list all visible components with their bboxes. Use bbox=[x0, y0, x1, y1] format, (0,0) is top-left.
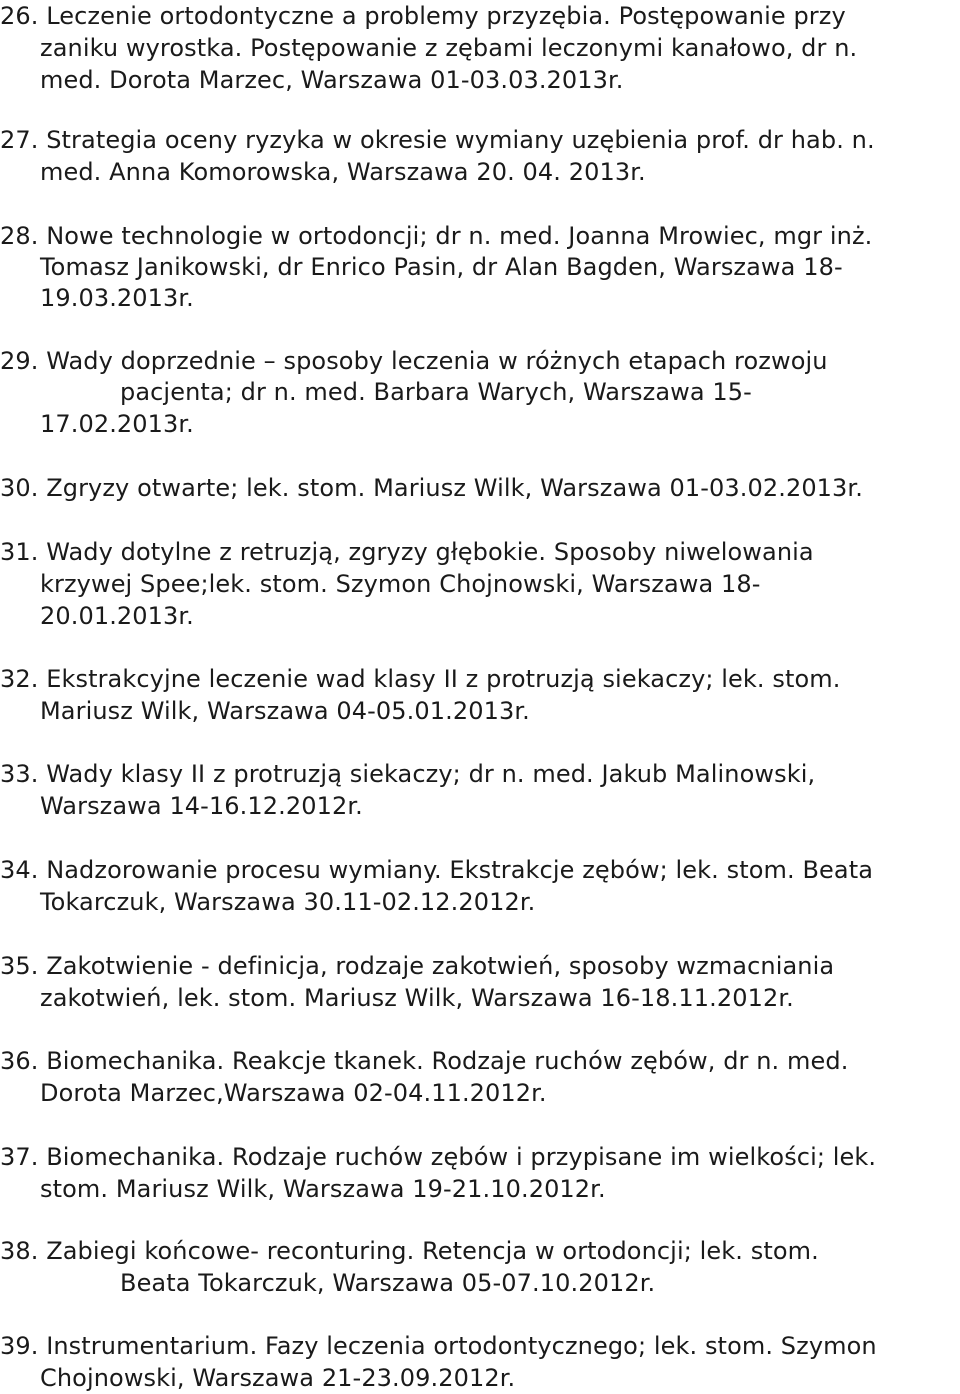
entry-37-line-1: 37. Biomechanika. Rodzaje ruchów zębów i przypisane im wielkości; lek. bbox=[0, 1143, 877, 1171]
entry-29-line-2: pacjenta; dr n. med. Barbara Warych, Warszawa 15- bbox=[120, 378, 752, 406]
entry-35-line-1: 35. Zakotwienie - definicja, rodzaje zakotwień, sposoby wzmacniania bbox=[0, 952, 835, 980]
entry-33-line-2: Warszawa 14-16.12.2012r. bbox=[40, 792, 363, 820]
entry-34-line-2: Tokarczuk, Warszawa 30.11-02.12.2012r. bbox=[40, 888, 536, 916]
entry-30-line-1: 30. Zgryzy otwarte; lek. stom. Mariusz Wilk, Warszawa 01-03.02.2013r. bbox=[0, 474, 863, 502]
entry-27-line-1: 27. Strategia oceny ryzyka w okresie wymiany uzębienia prof. dr hab. n. bbox=[0, 126, 875, 154]
entry-29-line-3: 17.02.2013r. bbox=[40, 410, 194, 438]
entry-34-line-1: 34. Nadzorowanie procesu wymiany. Ekstrakcje zębów; lek. stom. Beata bbox=[0, 856, 874, 884]
entry-28-line-2: Tomasz Janikowski, dr Enrico Pasin, dr Alan Bagden, Warszawa 18- bbox=[40, 253, 843, 281]
entry-33-line-1: 33. Wady klasy II z protruzją siekaczy; dr n. med. Jakub Malinowski, bbox=[0, 760, 816, 788]
entry-28-line-1: 28. Nowe technologie w ortodoncji; dr n. med. Joanna Mrowiec, mgr inż. bbox=[0, 222, 873, 250]
entry-37-line-2: stom. Mariusz Wilk, Warszawa 19-21.10.2012r. bbox=[40, 1175, 606, 1203]
entry-26-line-1: 26. Leczenie ortodontyczne a problemy przyzębia. Postępowanie przy bbox=[0, 2, 846, 30]
entry-36-line-2: Dorota Marzec,Warszawa 02-04.11.2012r. bbox=[40, 1079, 547, 1107]
entry-28-line-3: 19.03.2013r. bbox=[40, 284, 194, 312]
entry-39-line-1: 39. Instrumentarium. Fazy leczenia ortodontycznego; lek. stom. Szymon bbox=[0, 1332, 877, 1360]
entry-38-line-2: Beata Tokarczuk, Warszawa 05-07.10.2012r. bbox=[120, 1269, 656, 1297]
entry-38-line-1: 38. Zabiegi końcowe- reconturing. Retencja w ortodoncji; lek. stom. bbox=[0, 1237, 819, 1265]
entry-31-line-3: 20.01.2013r. bbox=[40, 602, 194, 630]
entry-26-line-3: med. Dorota Marzec, Warszawa 01-03.03.2013r. bbox=[40, 66, 624, 94]
entry-31-line-1: 31. Wady dotylne z retruzją, zgryzy głębokie. Sposoby niwelowania bbox=[0, 538, 814, 566]
entry-27-line-2: med. Anna Komorowska, Warszawa 20. 04. 2013r. bbox=[40, 158, 646, 186]
entry-31-line-2: krzywej Spee;lek. stom. Szymon Chojnowski, Warszawa 18- bbox=[40, 570, 761, 598]
entry-32-line-1: 32. Ekstrakcyjne leczenie wad klasy II z protruzją siekaczy; lek. stom. bbox=[0, 665, 841, 693]
entry-29-line-1: 29. Wady doprzednie – sposoby leczenia w różnych etapach rozwoju bbox=[0, 347, 828, 375]
entry-26-line-2: zaniku wyrostka. Postępowanie z zębami leczonymi kanałowo, dr n. bbox=[40, 34, 858, 62]
entry-32-line-2: Mariusz Wilk, Warszawa 04-05.01.2013r. bbox=[40, 697, 530, 725]
entry-35-line-2: zakotwień, lek. stom. Mariusz Wilk, Warszawa 16-18.11.2012r. bbox=[40, 984, 794, 1012]
entry-36-line-1: 36. Biomechanika. Reakcje tkanek. Rodzaje ruchów zębów, dr n. med. bbox=[0, 1047, 849, 1075]
entry-39-line-2: Chojnowski, Warszawa 21-23.09.2012r. bbox=[40, 1364, 516, 1392]
